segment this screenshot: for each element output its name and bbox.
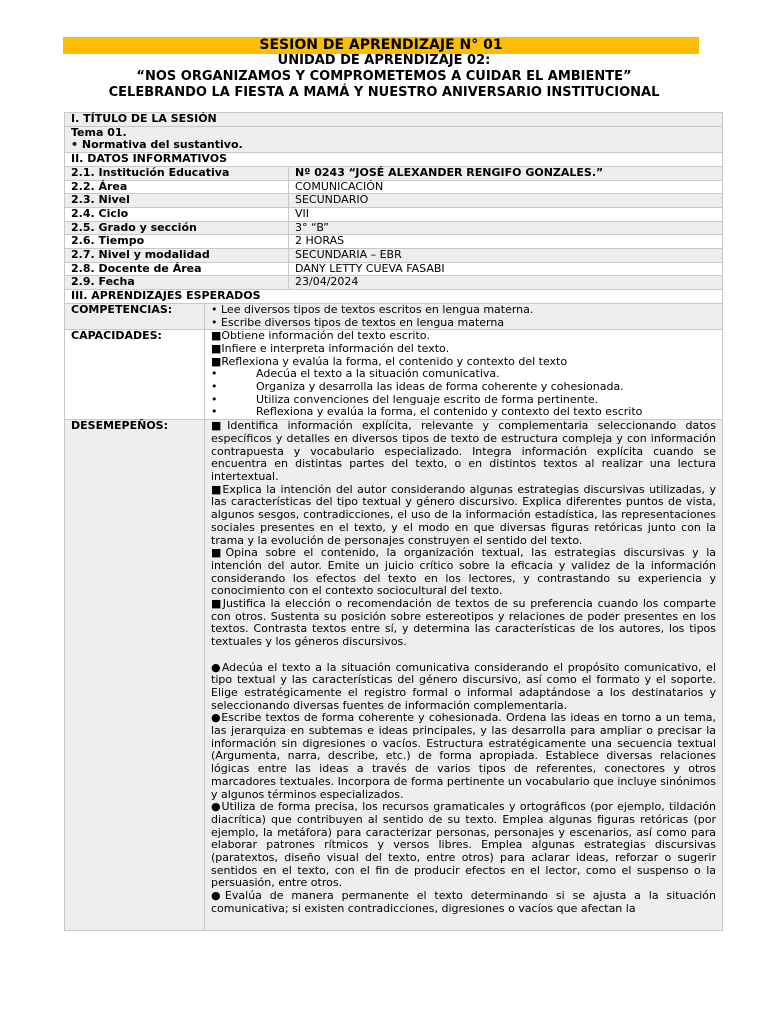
session-title-banner: SESION DE APRENDIZAJE N° 01 (63, 37, 699, 54)
topic-item: • Normativa del sustantivo. (71, 138, 243, 152)
capacidad-subitem (211, 381, 716, 394)
datos-row (65, 262, 723, 276)
capacidades-label: CAPACIDADES: (65, 330, 205, 420)
datos-value: COMUNICACIÓN (289, 180, 723, 194)
competencias-label: COMPETENCIAS: (65, 303, 205, 329)
datos-row (65, 249, 723, 263)
session-topic-cell (65, 126, 723, 152)
desempenos-label: DESEMEPEÑOS: (65, 420, 205, 931)
desempeno-item: ■Identifica información explícita, relevante y complementaria seleccionando datos específicos y detalles en diversos tipos de texto de estructura compleja y con información contrapuesta y vocabulario especializado. Integra información explícita cuando se encuentra en distintas partes del texto, o en distintos textos al realizar una lectura intertextual. (211, 420, 717, 483)
section-aprendizajes-heading: III. APRENDIZAJES ESPERADOS (65, 290, 723, 304)
datos-label: 2.2. Área (65, 180, 289, 194)
competencia-item: • Escribe diversos tipos de textos en lengua materna (211, 315, 505, 329)
capacidad-item: ■Infiere e interpreta información del texto. (211, 341, 450, 355)
datos-value: DANY LETTY CUEVA FASABI (289, 262, 723, 276)
datos-label: 2.8. Docente de Área (65, 262, 289, 276)
unit-theme: CELEBRANDO LA FIESTA A MAMÁ Y NUESTRO ANIVERSARIO INSTITUCIONAL (108, 85, 660, 100)
desempeno-item: ●Utiliza de forma precisa, los recursos gramaticales y ortográficos (por ejemplo, tildación diacrítica) que contribuyen al sentido de su texto. Emplea algunas figuras retóricas (por ejemplo, la metáfora) para caracterizar personas, personajes y escenarios, así como para elaborar patrones rítmicos y versos libres. Emplea algunas estrategias discursivas (paratextos, diseño visual del texto, entre otros) para aclarar ideas, reforzar o sugerir sentidos en el texto, con el fin de producir efectos en el lector, como el suspenso o la persuasión, entre otros. (211, 800, 717, 890)
desempeno-item: ■Justifica la elección o recomendación de textos de su preferencia cuando los comparte con otros. Sustenta su posición sobre estereotipos y relaciones de poder presentes en los textos. Contrasta textos entre sí, y determina las características de los autores, los tipos textuales y los géneros discursivos. (211, 597, 717, 649)
capacidad-subitem-text: Organiza y desarrolla las ideas de forma coherente y cohesionada. (256, 380, 624, 394)
bullet-mark: • (211, 405, 218, 419)
bullet-mark: • (211, 380, 218, 394)
bullet-mark: • (211, 367, 218, 381)
datos-label: 2.3. Nivel (65, 194, 289, 208)
unit-subtitle: “NOS ORGANIZAMOS Y COMPROMETEMOS A CUIDAR EL AMBIENTE” (136, 69, 632, 84)
capacidad-subitem-text: Reflexiona y evalúa la forma, el contenido y contexto del texto escrito (256, 405, 643, 419)
datos-label: 2.7. Nivel y modalidad (65, 249, 289, 263)
competencia-item: • Lee diversos tipos de textos escritos en lengua materna. (211, 302, 534, 316)
datos-row (65, 221, 723, 235)
datos-row (65, 207, 723, 221)
capacidad-subitem-text: Adecúa el texto a la situación comunicativa. (256, 367, 500, 381)
capacidad-item: ■Obtiene información del texto escrito. (211, 329, 430, 343)
session-table (64, 112, 723, 931)
capacidad-item: ■Reflexiona y evalúa la forma, el contenido y contexto del texto (211, 354, 568, 368)
desempeno-item: ●Escribe textos de forma coherente y cohesionada. Ordena las ideas en torno a un tema, las jerarquiza en subtemas e ideas principales, y las desarrolla para ampliar o precisar la información sin digresiones o vacíos. Estructura estratégicamente una secuencia textual (Argumenta, narra, describe, etc.) de forma apropiada. Establece diversas relaciones lógicas entre las ideas a través de varios tipos de referentes, conectores y otros marcadores textuales. Incorpora de forma pertinente un vocabulario que incluye sinónimos y algunos términos especializados. (211, 711, 717, 801)
desempeno-item: ●Evalúa de manera permanente el texto determinando si se ajusta a la situación comunicativa; si existen contradicciones, digresiones o vacíos que afectan la (211, 889, 717, 915)
capacidades-cell (205, 330, 723, 420)
section-datos-heading: II. DATOS INFORMATIVOS (65, 153, 723, 167)
paragraph-gap (211, 649, 716, 662)
bullet-mark: • (211, 392, 218, 406)
datos-value: 2 HORAS (289, 235, 723, 249)
unit-title: UNIDAD DE APRENDIZAJE 02: (277, 53, 491, 68)
tema-label: Tema 01. (71, 125, 127, 139)
datos-row (65, 180, 723, 194)
desempeno-item: ●Adecúa el texto a la situación comunicativa considerando el propósito comunicativo, el tipo textual y las características del género discursivo, así como el formato y el soporte. Elige estratégicamente el registro formal o informal adaptándose a los destinatarios y seleccionando diversas fuentes de información complementaria. (211, 660, 717, 712)
datos-value: SECUNDARIO (289, 194, 723, 208)
datos-row (65, 276, 723, 290)
datos-value: SECUNDARIA – EBR (289, 249, 723, 263)
desempenos-cell (205, 420, 723, 931)
datos-row (65, 235, 723, 249)
datos-label: 2.9. Fecha (65, 276, 289, 290)
datos-label: 2.1. Institución Educativa (65, 166, 289, 180)
capacidad-subitem (211, 406, 716, 419)
datos-row (65, 194, 723, 208)
section-title-heading: I. TÍTULO DE LA SESIÓN (65, 113, 723, 127)
desempeno-item: ■Explica la intención del autor considerando algunas estrategias discursivas utilizadas, y las características del tipo textual y género discursivo. Explica diferentes puntos de vista, algunos sesgos, contradicciones, el uso de la información estadística, las representaciones sociales presentes en el texto, y el modo en que diversas figuras retóricas junto con la trama y la evolución de personajes construyen el sentido del texto. (211, 482, 717, 547)
competencias-cell (205, 303, 723, 329)
datos-row (65, 166, 723, 180)
desempeno-item: ■Opina sobre el contenido, la organización textual, las estrategias discursivas y la intención del autor. Emite un juicio crítico sobre la eficacia y validez de la información considerando los efectos del texto en los lectores, y contrastando su experiencia y conocimiento con el contexto sociocultural del texto. (211, 546, 717, 598)
datos-value: VII (289, 207, 723, 221)
datos-value: Nº 0243 “JOSÉ ALEXANDER RENGIFO GONZALES.” (289, 166, 723, 180)
datos-label: 2.4. Ciclo (65, 207, 289, 221)
datos-label: 2.5. Grado y sección (65, 221, 289, 235)
capacidad-subitem-text: Utiliza convenciones del lenguaje escrito de forma pertinente. (256, 392, 599, 406)
datos-label: 2.6. Tiempo (65, 235, 289, 249)
datos-value: 23/04/2024 (289, 276, 723, 290)
datos-value: 3° “B” (289, 221, 723, 235)
